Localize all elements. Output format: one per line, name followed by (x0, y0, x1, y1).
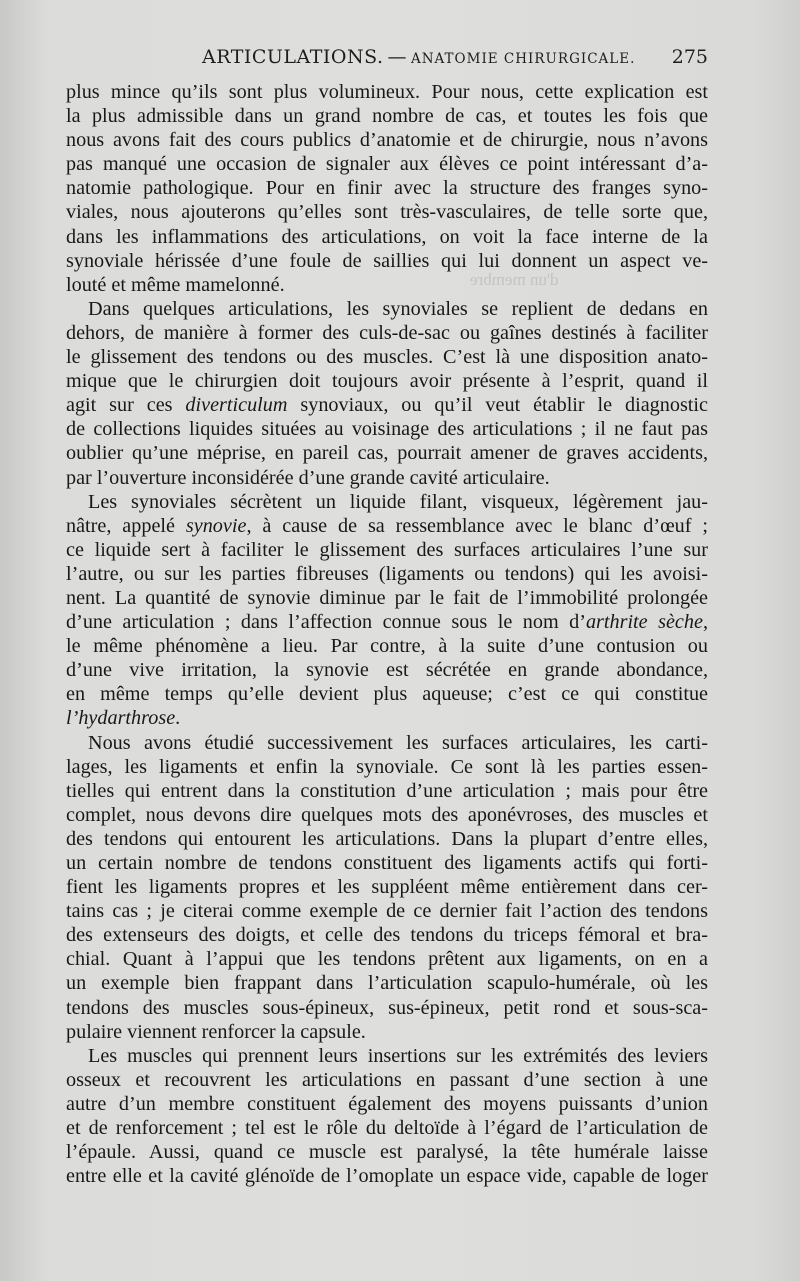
text-line: fient les ligaments propres et les suppléent même entièrement dans cer- (66, 876, 708, 899)
text-line: par l’ouverture inconsidérée d’une grande cavité articulaire. (66, 466, 550, 489)
text-line: la plus admissible dans un grand nombre de cas, et toutes les fois que (66, 105, 708, 128)
text-line: complet, nous devons dire quelques mots des aponévroses, des muscles et (66, 803, 708, 826)
text-line: osseux et recouvrent les articulations en passant d’une section à une (66, 1068, 708, 1091)
text-line: pulaire viennent renforcer la capsule. (66, 1020, 366, 1043)
header-title (202, 46, 635, 68)
text-line: l’hydarthrose. (66, 707, 181, 730)
header-title-main: ARTICULATIONS. (202, 46, 384, 68)
text-line: dans les inflammations des articulations, on voit la face interne de la (66, 225, 708, 248)
text-line: Les synoviales sécrètent un liquide filant, visqueux, légèrement jau- (88, 490, 708, 513)
text-line: lages, les ligaments et enfin la synoviale. Ce sont là les parties essen- (66, 755, 708, 778)
text-line: plus mince qu’ils sont plus volumineux. Pour nous, cette explication est (66, 81, 708, 103)
text-line: tendons des muscles sous-épineux, sus-épineux, petit rond et sous-sca- (66, 996, 708, 1019)
text-line: Nous avons étudié successivement les surfaces articulaires, les carti- (88, 731, 708, 754)
bleed-through-text: d'un membre (470, 270, 559, 289)
text-line: oublier qu’une méprise, en pareil cas, pourrait amener de graves accidents, (66, 442, 708, 465)
text-line: le glissement des tendons ou des muscles. C’est là une disposition anato- (66, 346, 708, 369)
italic-term: synovie (185, 514, 247, 537)
body-text (66, 80, 708, 1188)
text-line: autre d’un membre constituent également des moyens puissants d’union (66, 1092, 708, 1115)
header-separator: — (387, 46, 407, 68)
text-line: en même temps qu’elle devient plus aqueuse; c’est ce qui constitue (66, 683, 708, 706)
text-line: nous avons fait des cours publics d’anatomie et de chirurgie, nous n’avons (66, 129, 708, 152)
text-line: un exemple bien frappant dans l’articulation scapulo-humérale, où les (66, 972, 708, 995)
text-line: louté et même mamelonné. (66, 273, 285, 296)
text-line: synoviale hérissée d’une foule de saillies qui lui donnent un aspect ve- (66, 249, 708, 272)
text-line: viales, nous ajouterons qu’elles sont très-vasculaires, de telle sorte que, (66, 201, 708, 224)
text-line: agit sur ces diverticulum synoviaux, ou qu’il veut établir le diagnostic (66, 394, 708, 417)
page-number: 275 (671, 46, 708, 68)
text-line: chial. Quant à l’appui que les tendons prêtent aux ligaments, on en a (66, 948, 708, 971)
text-line: dehors, de manière à former des culs-de-sac ou gaînes destinés à faciliter (66, 321, 708, 344)
text-line: d’une articulation ; dans l’affection connue sous le nom d’arthrite sèche, (66, 611, 708, 634)
italic-term: l’hydarthrose (66, 707, 176, 730)
text-line: le même phénomène a lieu. Par contre, à la suite d’une contusion ou (66, 635, 708, 658)
italic-term: diverticulum (185, 394, 288, 417)
text-line: tains cas ; je citerai comme exemple de ce dernier fait l’action des tendons (66, 900, 708, 923)
text-line: pas manqué une occasion de signaler aux élèves ce point intéressant d’a- (66, 153, 708, 176)
text-line: des tendons qui entourent les articulations. Dans la plupart d’entre elles, (66, 827, 708, 850)
text-line: entre elle et la cavité glénoïde de l’omoplate un espace vide, capable de loger (66, 1165, 708, 1188)
text-line: un certain nombre de tendons constituent des ligaments actifs qui forti- (66, 852, 708, 874)
text-line: nâtre, appelé synovie, à cause de sa ressemblance avec le blanc d’œuf ; (66, 514, 708, 537)
text-line: d’une vive irritation, la synovie est sécrétée en grande abondance, (66, 659, 708, 682)
text-line: l’autre, ou sur les parties fibreuses (ligaments ou tendons) qui les avoisi- (66, 562, 708, 585)
text-line: de collections liquides situées au voisinage des articulations ; il ne faut pas (66, 418, 708, 441)
text-line: natomie pathologique. Pour en finir avec la structure des franges syno- (66, 177, 708, 200)
italic-term: arthrite sèche (585, 611, 703, 634)
header-subtitle: ANATOMIE CHIRURGICALE. (410, 51, 636, 67)
text-line: tielles qui entrent dans la constitution d’une articulation ; mais pour être (66, 779, 708, 802)
text-line: des extenseurs des doigts, et celle des tendons du triceps fémoral et bra- (66, 924, 708, 947)
text-line: Dans quelques articulations, les synoviales se replient de dedans en (88, 297, 708, 320)
text-line: ce liquide sert à faciliter le glissement des surfaces articulaires l’une sur (66, 538, 708, 561)
running-header (66, 46, 708, 72)
text-line: l’épaule. Aussi, quand ce muscle est paralysé, la tête humérale laisse (66, 1141, 708, 1164)
text-line: et de renforcement ; tel est le rôle du deltoïde à l’égard de l’articulation de (66, 1117, 708, 1140)
text-line: mique que le chirurgien doit toujours avoir présente à l’esprit, quand il (66, 370, 708, 393)
text-line: Les muscles qui prennent leurs insertions sur les extrémités des leviers (88, 1044, 708, 1067)
text-line: nent. La quantité de synovie diminue par le fait de l’immobilité prolongée (66, 586, 708, 609)
